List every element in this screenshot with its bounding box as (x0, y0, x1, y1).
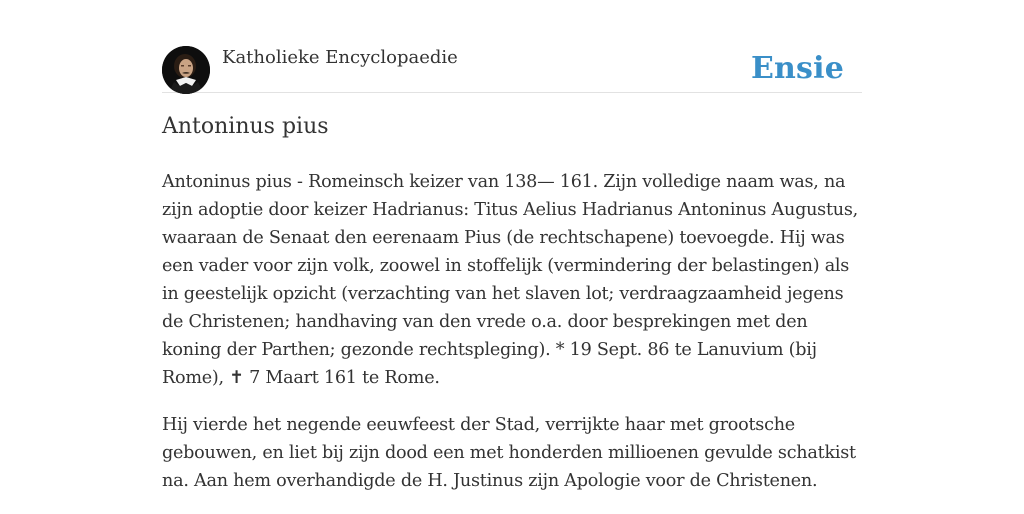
page-header (162, 44, 862, 93)
article-title: Antoninus pius (162, 114, 329, 139)
source-name[interactable]: Katholieke Encyclopaedie (222, 47, 458, 68)
article-body (162, 168, 864, 514)
article-paragraph: Antoninus pius - Romeinsch keizer van 138— 161. Zijn volledige naam was, na zijn adoptie door keizer Hadrianus: Titus Aelius Hadrianus Antoninus Augustus, waaraan de Senaat den eerenaam Pius (de rechtschapene) toevoegde. Hij was een vader voor zijn volk, zoowel in stoffelijk (vermindering der belastingen) als in geestelijk opzicht (verzachting van het slaven lot; verdraagzaamheid jegens de Christenen; handhaving van den vrede o.a. door besprekingen met den koning der Parthen; gezonde rechtspleging). * 19 Sept. 86 te Lanuvium (bij Rome), ✝ 7 Maart 161 te Rome. (162, 172, 858, 388)
article-paragraph: Hij vierde het negende eeuwfeest der Stad, verrijkte haar met grootsche gebouwen, en liet bij zijn dood een met honderden millioenen gevulde schatkist na. Aan hem overhandigde de H. Justinus zijn Apologie voor de Christenen. (162, 415, 856, 491)
portrait-icon[interactable] (162, 46, 210, 94)
brand-logo-link[interactable]: Ensie (750, 51, 844, 86)
